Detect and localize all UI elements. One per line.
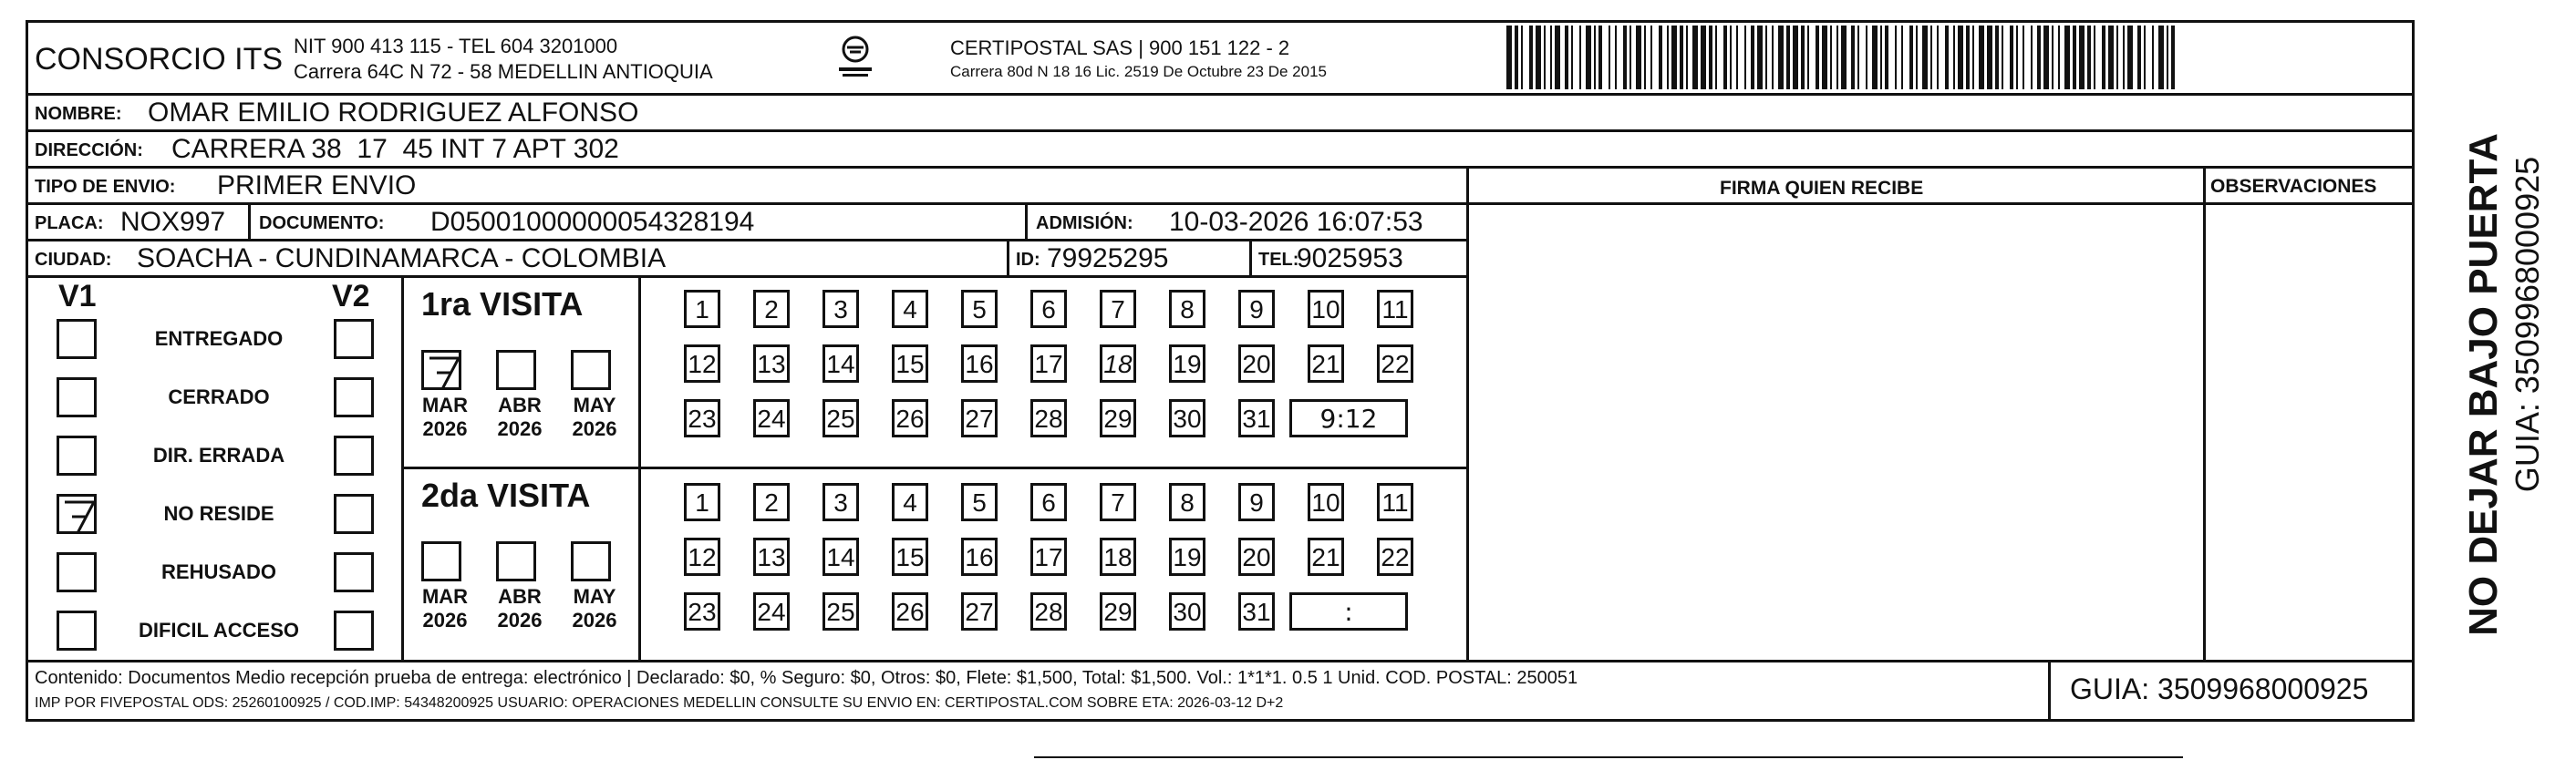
day-box[interactable]: 20 [1238,538,1275,576]
company-line-2: Carrera 64C N 72 - 58 MEDELLIN ANTIOQUIA [294,60,713,83]
barcode-bar [1807,26,1809,89]
footer-guide-number: GUIA: 3509968000925 [2070,673,2369,705]
ship-type-label: TIPO DE ENVIO: [35,177,176,197]
day-box[interactable]: 2 [753,483,790,521]
day-box[interactable]: 23 [684,592,720,631]
barcode-bar [1715,26,1717,89]
barcode-bar [1506,26,1512,89]
day-box[interactable]: 26 [892,399,928,437]
day-box[interactable]: 5 [961,290,998,328]
day-box[interactable]: 29 [1100,592,1136,631]
day-box[interactable]: 7 [1100,290,1136,328]
day-box[interactable]: 17 [1030,538,1067,576]
carrier-line-1: CERTIPOSTAL SAS | 900 151 122 - 2 [950,36,1290,59]
barcode-bar [1629,26,1631,89]
barcode-bar [1872,26,1878,89]
day-box[interactable]: 15 [892,344,928,383]
month-label: MAR [421,585,469,608]
barcode-bar [1987,26,1992,89]
barcode-bar [1930,26,1932,89]
company-name: CONSORCIO ITS [35,42,284,77]
barcode-bar [1565,26,1568,89]
day-box[interactable]: 9 [1238,483,1275,521]
day-box[interactable]: 13 [753,344,790,383]
document-value: D05001000000054328194 [430,207,755,237]
v2-checkbox[interactable] [334,319,374,359]
day-box[interactable]: 12 [684,344,720,383]
day-box[interactable]: 12 [684,538,720,576]
day-box[interactable]: 2 [753,290,790,328]
barcode-bar [1544,26,1546,89]
recipient-address: CARRERA 38 17 45 INT 7 APT 302 [171,134,619,164]
barcode-bar [1744,26,1746,89]
barcode-bar [1909,26,1913,89]
v1-header: V1 [58,279,97,313]
day-box[interactable]: 3 [822,483,859,521]
status-label: DIFICIL ACCESO [138,619,299,642]
time-box[interactable]: 9:12 [1289,399,1408,437]
no-dejar-warning: NO DEJAR BAJO PUERTA [2461,133,2506,636]
day-box[interactable]: 14 [822,344,859,383]
ship-type: PRIMER ENVIO [217,170,417,200]
day-box[interactable]: 28 [1030,592,1067,631]
day-box[interactable]: 11 [1377,290,1413,328]
footer-content-line: Contenido: Documentos Medio recepción prueba de entrega: electrónico | Declarado: $0, % Seguro: $0, Otros: $0, Flete: $1,500, Total: $1,500. Vol.: 1*1*1. 0.5 1 Unid. COD. POSTAL: 250051 [35,668,1578,688]
city-value: SOACHA - CUNDINAMARCA - COLOMBIA [137,243,667,273]
month-label: ABR [498,585,542,608]
status-label: REHUSADO [161,560,276,583]
barcode-bar [1866,26,1867,89]
month-checkbox[interactable] [421,350,461,390]
barcode-bar [2108,26,2114,89]
barcode-bar [1793,26,1798,89]
barcode-bar [1730,26,1732,89]
year-label: 2026 [572,609,617,632]
barcode-bar [1979,26,1984,89]
barcode-bar [1765,26,1767,89]
barcode-bar [2064,26,2070,89]
status-label: DIR. ERRADA [152,444,285,467]
day-box[interactable]: 16 [961,344,998,383]
barcode-bar [2002,26,2003,89]
day-box[interactable]: 6 [1030,290,1067,328]
barcode-bar [2137,26,2141,89]
time-box[interactable]: : [1289,592,1408,631]
admission-value: 10-03-2026 16:07:53 [1169,207,1423,237]
barcode-bar [2016,26,2018,89]
id-value: 79925295 [1047,243,1169,273]
barcode-bar [1880,26,1882,89]
barcode-bar [1836,26,1838,89]
day-box[interactable]: 24 [753,592,790,631]
barcode-bar [1751,26,1754,89]
month-label: ABR [498,394,542,416]
barcode-bar [1841,26,1847,89]
admission-label: ADMISIÓN: [1036,213,1133,233]
day-box[interactable]: 25 [822,399,859,437]
month-checkbox[interactable] [571,350,611,390]
barcode-bar [1778,26,1784,89]
name-label: NOMBRE: [35,104,122,124]
day-box[interactable]: 1 [684,290,720,328]
day-box[interactable]: 18 [1100,538,1136,576]
barcode-bar [2023,26,2024,89]
month-checkbox[interactable] [496,350,536,390]
barcode-bar [1550,26,1552,89]
year-label: 2026 [422,417,468,440]
barcode-bar [1953,26,1955,89]
month-checkbox[interactable] [571,541,611,581]
day-box[interactable]: 17 [1030,344,1067,383]
barcode-bar [1772,26,1774,89]
barcode-bar [2171,26,2175,89]
month-label: MAR [421,394,469,416]
day-box[interactable]: 16 [961,538,998,576]
barcode-bar [1680,26,1683,89]
barcode-bar [1529,26,1533,89]
day-box[interactable]: 15 [892,538,928,576]
v1-checkbox[interactable] [57,436,97,476]
day-box[interactable]: 27 [961,592,998,631]
day-box[interactable]: 5 [961,483,998,521]
barcode [1506,26,2181,89]
day-box[interactable]: 7 [1100,483,1136,521]
v1-checkbox[interactable] [57,611,97,651]
day-box[interactable]: 20 [1238,344,1275,383]
barcode-bar [2010,26,2013,89]
barcode-bar [1521,26,1523,89]
barcode-bar [1786,26,1790,89]
status-label: NO RESIDE [163,502,274,525]
barcode-bar [2087,26,2091,89]
barcode-bar [1571,26,1573,89]
barcode-bar [1945,26,1949,89]
v1-checkbox[interactable] [57,552,97,592]
day-box[interactable]: 10 [1308,290,1344,328]
barcode-bar [1598,26,1602,89]
side-guide-number: GUIA: 3509968000925 [2509,156,2546,493]
barcode-bar [2037,26,2041,89]
day-box[interactable]: 26 [892,592,928,631]
year-label: 2026 [497,609,543,632]
plate-value: NOX997 [120,207,226,237]
day-box[interactable]: 4 [892,483,928,521]
barcode-bar [2094,26,2095,89]
day-box[interactable]: 31 [1238,592,1275,631]
day-box[interactable]: 6 [1030,483,1067,521]
barcode-bar [2158,26,2164,89]
barcode-bar [1709,26,1712,89]
company-line-1: NIT 900 413 115 - TEL 604 3201000 [294,35,618,57]
day-box[interactable]: 18 [1100,344,1136,383]
barcode-bar [1736,26,1738,89]
barcode-bar [1536,26,1541,89]
barcode-bar [1644,26,1646,89]
day-box[interactable]: 19 [1169,538,1205,576]
address-label: DIRECCIÓN: [35,140,143,160]
barcode-bar [1515,26,1518,89]
signature-header: FIRMA QUIEN RECIBE [1720,178,1924,199]
v2-header: V2 [332,279,370,313]
barcode-bar [1916,26,1918,89]
barcode-bar [2127,26,2133,89]
month-checkbox[interactable] [496,541,536,581]
day-box[interactable]: 30 [1169,399,1205,437]
v1-checkbox[interactable] [57,494,97,534]
v2-checkbox[interactable] [334,494,374,534]
day-box[interactable]: 31 [1238,399,1275,437]
barcode-bar [1586,26,1591,89]
barcode-bar [1816,26,1819,89]
barcode-bar [1723,26,1727,89]
barcode-bar [1555,26,1560,89]
footer-print-line: IMP POR FIVEPOSTAL ODS: 25260100925 / COD.IMP: 54348200925 USUARIO: OPERACIONES MEDELLIN CONSULTE SU ENVIO EN: CERTIPOSTAL.COM SOBRE ETA: 2026-03-12 D+2 [35,695,1284,711]
day-box[interactable]: 28 [1030,399,1067,437]
barcode-bar [2123,26,2125,89]
carrier-line-2: Carrera 80d N 18 16 Lic. 2519 De Octubre 23 De 2015 [950,63,1327,80]
barcode-bar [1901,26,1903,89]
day-box[interactable]: 30 [1169,592,1205,631]
day-box[interactable]: 23 [684,399,720,437]
status-label: ENTREGADO [154,327,284,350]
document-label: DOCUMENTO: [259,213,385,233]
v2-checkbox[interactable] [334,552,374,592]
barcode-bar [2031,26,2033,89]
barcode-bar [1885,26,1888,89]
first-visit-title: 1ra VISITA [421,285,584,323]
id-label: ID: [1016,250,1040,270]
barcode-bar [1667,26,1669,89]
year-label: 2026 [422,609,468,632]
barcode-bar [2102,26,2105,89]
day-box[interactable]: 22 [1377,344,1413,383]
barcode-bar [1958,26,1963,89]
barcode-bar [2167,26,2168,89]
day-box[interactable]: 8 [1169,290,1205,328]
day-box[interactable]: 19 [1169,344,1205,383]
year-label: 2026 [572,417,617,440]
barcode-bar [1636,26,1641,89]
year-label: 2026 [497,417,543,440]
barcode-bar [1966,26,1970,89]
barcode-bar [1972,26,1974,89]
barcode-bar [2052,26,2054,89]
v2-checkbox[interactable] [334,377,374,417]
second-visit-title: 2da VISITA [421,477,591,514]
v1-checkbox[interactable] [57,319,97,359]
day-box[interactable]: 14 [822,538,859,576]
barcode-bar [1623,26,1627,89]
v1-checkbox[interactable] [57,377,97,417]
day-box[interactable]: 3 [822,290,859,328]
day-box[interactable]: 22 [1377,538,1413,576]
barcode-bar [1615,26,1617,89]
day-box[interactable]: 1 [684,483,720,521]
status-label: CERRADO [168,385,270,408]
barcode-bar [1895,26,1897,89]
tel-label: TEL: [1258,250,1299,270]
v2-checkbox[interactable] [334,436,374,476]
barcode-bar [1851,26,1855,89]
day-box[interactable]: 27 [961,399,998,437]
barcode-bar [1857,26,1859,89]
day-box[interactable]: 11 [1377,483,1413,521]
barcode-bar [2043,26,2049,89]
barcode-bar [1671,26,1677,89]
barcode-bar [1830,26,1832,89]
day-box[interactable]: 21 [1308,344,1344,383]
tel-value: 9025953 [1297,243,1403,273]
city-label: CIUDAD: [35,250,112,270]
barcode-bar [1937,26,1939,89]
barcode-bar [2073,26,2076,89]
barcode-bar [1579,26,1581,89]
plate-label: PLACA: [35,213,104,233]
recipient-name: OMAR EMILIO RODRIGUEZ ALFONSO [148,98,639,128]
barcode-bar [1692,26,1698,89]
barcode-bar [2152,26,2154,89]
barcode-bar [1822,26,1827,89]
barcode-bar [2116,26,2118,89]
barcode-bar [2058,26,2060,89]
barcode-bar [1922,26,1928,89]
barcode-bar [1609,26,1610,89]
day-box[interactable]: 29 [1100,399,1136,437]
day-box[interactable]: 13 [753,538,790,576]
barcode-bar [1701,26,1706,89]
day-box[interactable]: 21 [1308,538,1344,576]
v2-checkbox[interactable] [334,611,374,651]
barcode-bar [1757,26,1763,89]
barcode-bar [2144,26,2146,89]
month-label: MAY [573,394,616,416]
barcode-bar [1659,26,1662,89]
barcode-bar [1650,26,1652,89]
day-box[interactable]: 24 [753,399,790,437]
barcode-bar [1995,26,1999,89]
day-box[interactable]: 25 [822,592,859,631]
barcode-bar [2079,26,2085,89]
day-box[interactable]: 8 [1169,483,1205,521]
barcode-bar [1594,26,1596,89]
month-label: MAY [573,585,616,608]
certipostal-logo-icon [837,35,874,78]
day-box[interactable]: 9 [1238,290,1275,328]
barcode-bar [1686,26,1688,89]
day-box[interactable]: 10 [1308,483,1344,521]
month-checkbox[interactable] [421,541,461,581]
day-box[interactable]: 4 [892,290,928,328]
observations-header: OBSERVACIONES [2210,176,2377,197]
barcode-bar [1801,26,1805,89]
